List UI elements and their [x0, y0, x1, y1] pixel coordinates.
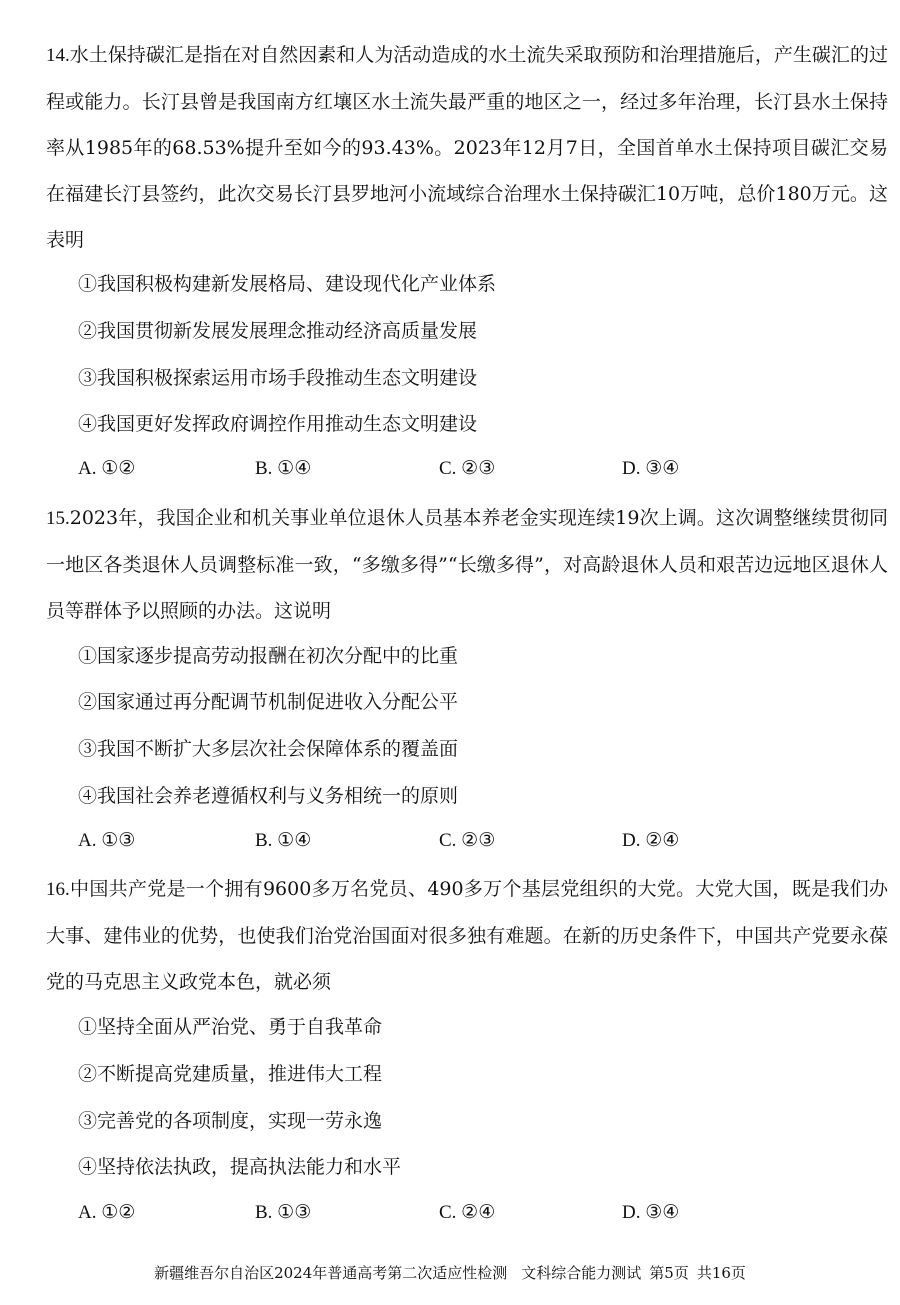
page-footer	[0, 1262, 900, 1283]
statement-1: ①坚持全面从严治党、勇于自我革命	[78, 1016, 383, 1038]
question-text: 中国共产党是一个拥有9600多万名党员、490多万个基层党组织的大党。大党大国，既是我们办大事、建伟业的优势，也使我们治党治国面对很多独有难题。在新的历史条件下，中国共产党要永葆党的马克思主义政党本色，就必须	[46, 878, 888, 993]
choice-d: D. ③④	[622, 458, 680, 479]
footer-subject: 文科综合能力测试	[521, 1264, 642, 1282]
statement-2: ②我国贯彻新发展发展理念推动经济高质量发展	[78, 320, 478, 342]
statement-4: ④我国社会养老遵循权利与义务相统一的原则	[78, 785, 459, 807]
choice-c: C. ②③	[439, 830, 496, 851]
choice-a: A. ①②	[78, 1202, 136, 1223]
choice-c: C. ②④	[439, 1202, 496, 1223]
statement-2: ②国家通过再分配调节机制促进收入分配公平	[78, 691, 459, 713]
choice-b: B. ①④	[255, 458, 312, 479]
statement-4: ④我国更好发挥政府调控作用推动生态文明建设	[78, 413, 478, 435]
choice-b: B. ①③	[255, 1202, 312, 1223]
statement-2: ②不断提高党建质量，推进伟大工程	[78, 1063, 383, 1085]
statement-1: ①我国积极构建新发展格局、建设现代化产业体系	[78, 273, 497, 295]
answer-choices	[78, 1201, 878, 1231]
question-stem	[46, 866, 888, 1005]
choice-c: C. ②③	[439, 458, 496, 479]
statement-3: ③完善党的各项制度，实现一劳永逸	[78, 1110, 383, 1132]
question-text: 2023年，我国企业和机关事业单位退休人员基本养老金实现连续19次上调。这次调整继续贯彻同一地区各类退休人员调整标准一致，“多缴多得”“长缴多得”，对高龄退休人员和艰苦边远地区退休人员等群体予以照顾的办法。这说明	[46, 507, 888, 622]
statement-3: ③我国不断扩大多层次社会保障体系的覆盖面	[78, 738, 459, 760]
footer-page-number: 第5页	[649, 1264, 689, 1282]
question-number: 15.	[46, 508, 70, 529]
question-text: 水土保持碳汇是指在对自然因素和人为活动造成的水土流失采取预防和治理措施后，产生碳汇的过程或能力。长汀县曾是我国南方红壤区水土流失最严重的地区之一，经过多年治理，长汀县水土保持率从1985年的68.53%提升至如今的93.43%。2023年12月7日，全国首单水土保持项目碳汇交易在福建长汀县签约，此次交易长汀县罗地河小流域综合治理水土保持碳汇10万吨，总价180万元。这表明	[46, 44, 888, 251]
statement-4: ④坚持依法执政，提高执法能力和水平	[78, 1156, 402, 1178]
answer-choices	[78, 829, 878, 859]
question-number: 16.	[46, 879, 70, 900]
statement-1: ①国家逐步提高劳动报酬在初次分配中的比重	[78, 645, 459, 667]
statement-3: ③我国积极探索运用市场手段推动生态文明建设	[78, 367, 478, 389]
answer-choices	[78, 457, 878, 487]
choice-a: A. ①③	[78, 830, 136, 851]
question-number: 14.	[46, 45, 70, 66]
choice-d: D. ②④	[622, 830, 680, 851]
footer-total-pages: 共16页	[696, 1264, 746, 1282]
choice-a: A. ①②	[78, 458, 136, 479]
question-stem	[46, 495, 888, 634]
question-stem	[46, 32, 888, 263]
footer-exam-title: 新疆维吾尔自治区2024年普通高考第二次适应性检测	[154, 1264, 508, 1282]
choice-d: D. ③④	[622, 1202, 680, 1223]
choice-b: B. ①④	[255, 830, 312, 851]
